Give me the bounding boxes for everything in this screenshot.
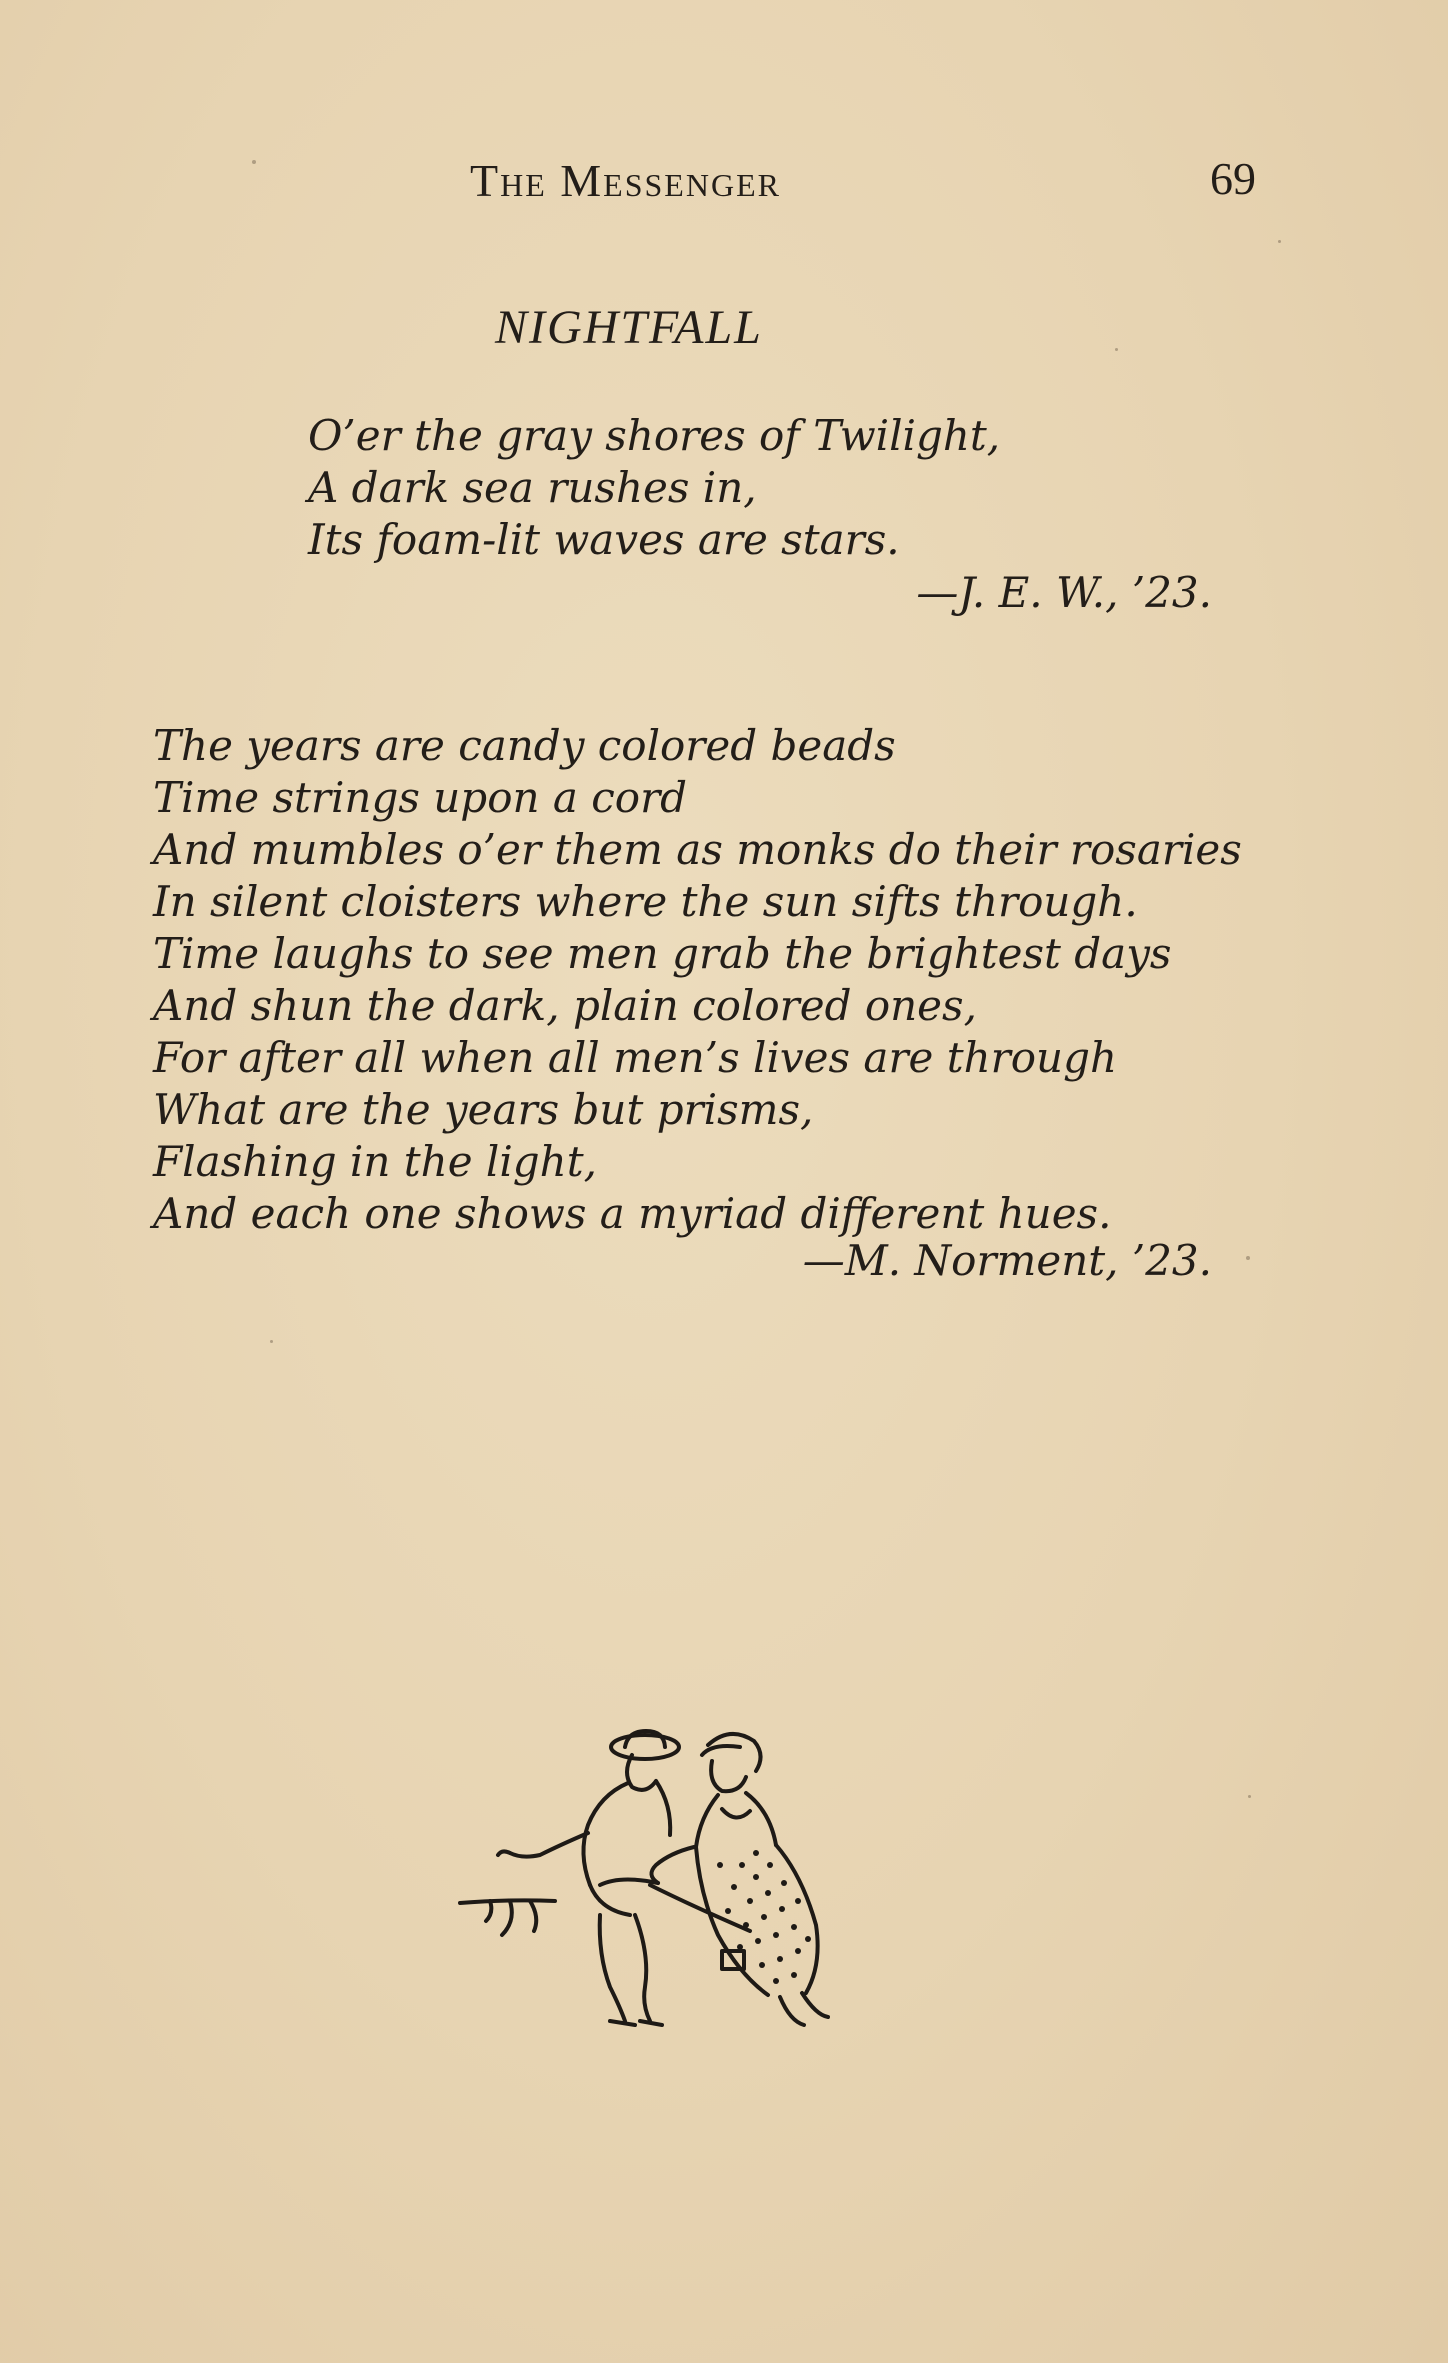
poem-1-stanza <box>308 410 1000 566</box>
poem-line: And shun the dark, plain colored ones, <box>153 981 977 1030</box>
poem-line: And mumbles o’er them as monks do their rosaries <box>153 825 1242 874</box>
paper-speck <box>270 1340 273 1343</box>
paper-speck <box>1278 240 1281 243</box>
paper-speck <box>252 160 256 164</box>
page-number: 69 <box>1210 153 1256 204</box>
poem-line: For after all when all men’s lives are through <box>153 1033 1118 1082</box>
poem-line: The years are candy colored beads <box>153 721 896 770</box>
poem-line: Its foam-lit waves are stars. <box>308 515 900 564</box>
poem-line: Time strings upon a cord <box>153 773 688 822</box>
poem-line: What are the years but prisms, <box>153 1085 814 1134</box>
poem-line: Time laughs to see men grab the brightest days <box>153 929 1172 978</box>
paper-speck <box>1246 1256 1250 1260</box>
paper-speck <box>1248 1795 1251 1798</box>
couple-sitting-vignette-icon <box>450 1725 860 2035</box>
poem-2-stanza <box>153 720 1242 1240</box>
poem-title: NIGHTFALL <box>495 301 763 354</box>
poem-line: In silent cloisters where the sun sifts through. <box>153 877 1138 926</box>
poem-line: Flashing in the light, <box>153 1137 597 1186</box>
poem-line: O’er the gray shores of Twilight, <box>308 411 1001 460</box>
running-head <box>0 150 1448 210</box>
paper-speck <box>1115 348 1118 351</box>
poem-1-attribution: —J. E. W., ’23. <box>916 568 1212 617</box>
poem-line: And each one shows a myriad different hues. <box>153 1189 1112 1238</box>
poem-line: A dark sea rushes in, <box>308 463 757 512</box>
journal-title: The Messenger <box>470 155 781 206</box>
poem-2-attribution: —M. Norment, ’23. <box>802 1236 1212 1285</box>
